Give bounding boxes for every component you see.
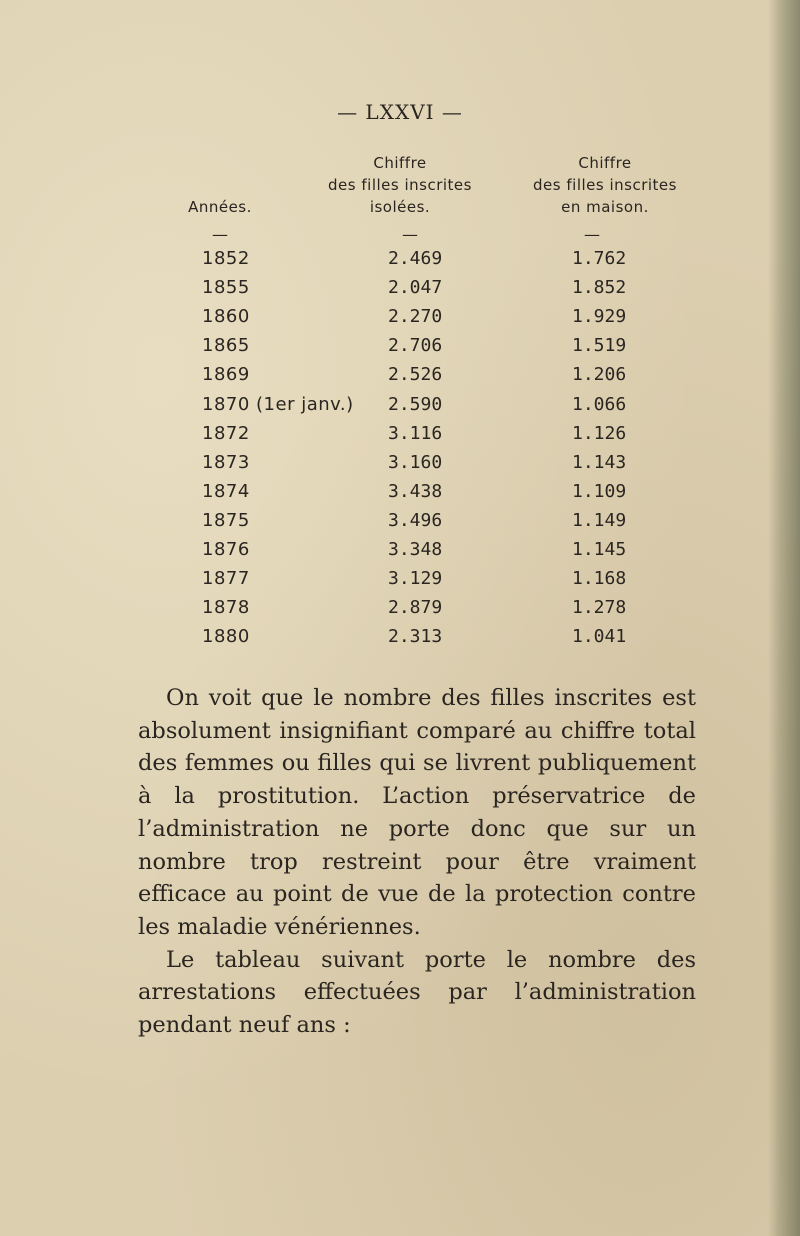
paragraph-1: On voit que le nombre des filles inscrites est absolument insignifiant comparé au chiffre total des femmes ou filles qui se livrent publiquement à la prostitution. L’action préservatrice de l’administration ne porte donc que sur un nombre trop restreint pour être vraiment efficace au point de vue de la protection contre les maladie vénériennes. xyxy=(138,685,696,940)
maison-cell: 1.126 xyxy=(572,422,627,444)
table-row xyxy=(0,593,800,623)
maison-cell: 1.762 xyxy=(572,248,627,269)
maison-cell: 1.929 xyxy=(572,306,627,328)
isolees-cell: 3.116 xyxy=(388,422,443,444)
paragraph-2: Le tableau suivant porte le nombre des arrestations effectuées par l’administration pendant neuf ans : xyxy=(138,946,696,1039)
maison-cell: 1.041 xyxy=(572,626,627,648)
dash-isolees: — xyxy=(402,225,418,244)
dash-maison: — xyxy=(584,225,600,244)
maison-cell: 1.066 xyxy=(572,393,627,415)
header-maison-line1: Chiffre xyxy=(578,154,632,172)
table-row xyxy=(0,477,800,507)
isolees-cell: 3.129 xyxy=(388,568,443,590)
table-row xyxy=(0,244,800,274)
year-cell: 1860 xyxy=(202,306,250,328)
isolees-cell: 3.438 xyxy=(388,480,443,502)
year-cell: 1877 xyxy=(202,568,250,590)
table-row xyxy=(0,390,800,420)
maison-cell: 1.278 xyxy=(572,597,627,619)
maison-cell: 1.145 xyxy=(572,539,627,560)
year-cell: 1872 xyxy=(202,422,250,444)
isolees-cell: 2.270 xyxy=(388,306,443,328)
year-cell: 1874 xyxy=(202,480,250,502)
year-cell: 1869 xyxy=(202,364,250,386)
maison-cell: 1.149 xyxy=(572,509,627,531)
header-isolees xyxy=(300,152,500,218)
maison-cell: 1.519 xyxy=(572,335,627,357)
isolees-cell: 2.706 xyxy=(388,335,443,357)
maison-cell: 1.109 xyxy=(572,480,627,502)
table-row xyxy=(0,302,800,332)
maison-cell: 1.852 xyxy=(572,277,627,299)
maison-cell: 1.206 xyxy=(572,364,627,386)
table-row xyxy=(0,564,800,594)
year-cell: 1873 xyxy=(202,451,250,473)
header-maison xyxy=(495,152,715,218)
isolees-cell: 2.590 xyxy=(388,393,443,415)
isolees-cell: 2.879 xyxy=(388,597,443,619)
header-maison-line2: des filles inscrites xyxy=(533,176,677,194)
year-cell: 1870 (1er janv.) xyxy=(202,393,354,415)
isolees-cell: 3.160 xyxy=(388,451,443,473)
table-row xyxy=(0,331,800,361)
isolees-cell: 2.313 xyxy=(388,626,443,648)
maison-cell: 1.143 xyxy=(572,451,627,473)
isolees-cell: 3.496 xyxy=(388,509,443,531)
year-cell: 1875 xyxy=(202,509,250,531)
table-row xyxy=(0,535,800,565)
year-cell: 1865 xyxy=(202,335,250,357)
year-cell: 1876 xyxy=(202,539,250,560)
header-years: Années. xyxy=(188,198,252,216)
isolees-cell: 2.469 xyxy=(388,248,443,269)
isolees-cell: 2.526 xyxy=(388,364,443,386)
table-row xyxy=(0,360,800,390)
table-row xyxy=(0,622,800,652)
maison-cell: 1.168 xyxy=(572,568,627,590)
table-row xyxy=(0,448,800,478)
table-row xyxy=(0,273,800,303)
body-text xyxy=(138,682,696,1042)
year-cell: 1878 xyxy=(202,597,250,619)
isolees-cell: 3.348 xyxy=(388,539,443,560)
page-number: — LXXVI — xyxy=(337,100,463,124)
dash-years: — xyxy=(212,225,228,244)
header-maison-line3: en maison. xyxy=(561,198,649,216)
isolees-cell: 2.047 xyxy=(388,277,443,299)
table-row xyxy=(0,419,800,449)
year-cell: 1852 xyxy=(202,248,250,269)
table-row xyxy=(0,506,800,536)
year-cell: 1880 xyxy=(202,626,250,648)
header-isolees-line1: Chiffre xyxy=(373,154,427,172)
header-isolees-line2: des filles inscrites xyxy=(328,176,472,194)
header-isolees-line3: isolées. xyxy=(369,198,431,216)
year-cell: 1855 xyxy=(202,277,250,299)
